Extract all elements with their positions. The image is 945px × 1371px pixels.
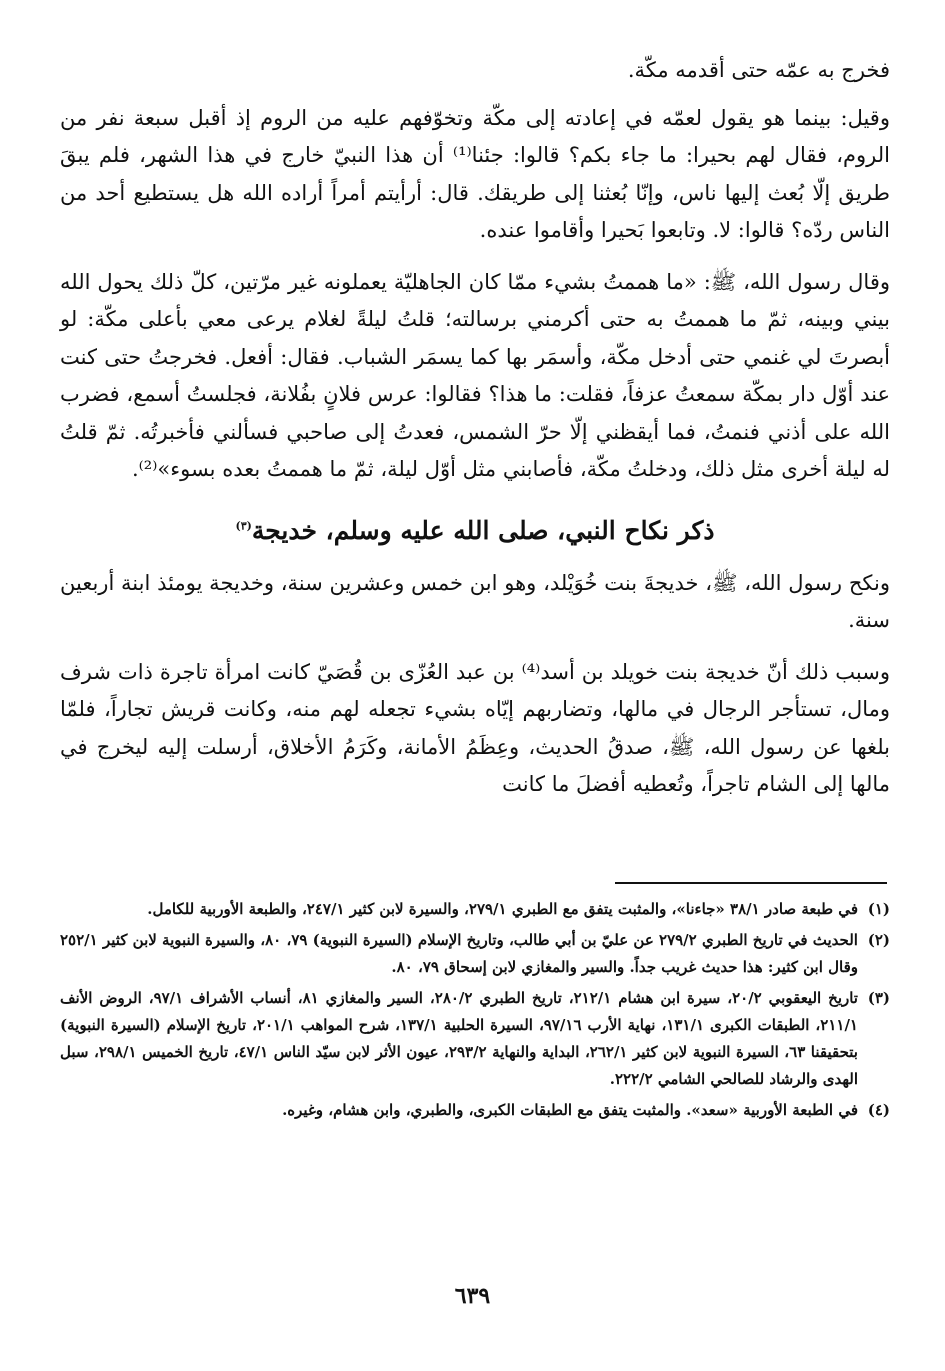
footnotes [60, 896, 890, 1128]
footnote-1 [60, 896, 890, 923]
footnote-text: في الطبعة الأوربية «سعد». والمثبت يتفق مع الطبقات الكبرى، والطبري، وابن هشام، وغيره. [282, 1101, 858, 1119]
paragraph-2: وقيل: بينما هو يقول لعمّه في إعادته إلى مكّة وتخوّفهم عليه من الروم إذ أقبل سبعة نفر من الروم، فقال لهم بحيرا: ما جاء بكم؟ قالوا: جئنا⁽¹⁾ أن هذا النبيّ خارج في هذا الشهر، فلم يبقَ طريق إلّا بُعث إليها ناس، وإنّا بُعثنا إلى طريقك. قال: أرأيتم أمراً أراده الله هل يستطيع أحد من الناس ردّه؟ قالوا: لا. وتابعوا بَحيرا وأقاموا عنده. [60, 105, 890, 242]
footnote-2 [60, 927, 890, 981]
heading-footnote-ref: (٣) [235, 519, 252, 533]
footnote-text: في طبعة صادر ٣٨/١ «جاءنا»، والمثبت يتفق مع الطبري ٢٧٩/١، والسيرة لابن كثير ٢٤٧/١، والطبعة الأوربية للكامل. [147, 900, 858, 918]
footnote-number: (١) [867, 900, 890, 918]
footnote-text: تاريخ اليعقوبي ٢٠/٢، سيرة ابن هشام ٢١٢/١، تاريخ الطبري ٢٨٠/٢، السير والمغازي ٨١، أنساب الأشراف ٩٧/١، الروض الأنف ٢١١/١، الطبقات الكبرى ١٣١/١، نهاية الأرب ٩٧/١٦، السيرة الحلبية ١٣٧/١، شرح المواهب ٢٠١/١، تاريخ الإسلام (السيرة النبوية) بتحقيقنا ٦٣، السيرة النبوية لابن كثير ٢٦٢/١، البداية والنهاية ٢٩٣/٢، عيون الأثر لابن سيّد الناس ٤٧/١، تاريخ الخميس ٢٩٨/١، سبل الهدى والرشاد للصالحي الشامي ٢٢٢/٢. [60, 989, 858, 1088]
footnote-number: (٢) [867, 931, 890, 949]
section-heading [60, 511, 890, 551]
paragraph-4: ونكح رسول الله، ﷺ، خديجةَ بنت خُوَيْلد، وهو ابن خمس وعشرين سنة، وخديجة يومئذ ابنة أربعين سنة. [60, 570, 890, 632]
paragraph-5: وسبب ذلك أنّ خديجة بنت خويلد بن أسد⁽⁴⁾ بن عبد العُزّى بن قُصَيّ كانت امرأة تاجرة ذات شرف ومال، تستأجر الرجال في مالها، وتضاربهم إيّاه بشيء تجعله لهم منه، وكانت قريش تجاراً، فلمّا بلغها عن رسول الله، ﷺ، صدقُ الحديث، وعِظَمُ الأمانة، وكَرَمُ الأخلاق، أرسلت إليه ليخرج في مالها إلى الشام تاجراً، وتُعطيه أفضلَ ما كانت [60, 659, 890, 796]
footnote-3 [60, 985, 890, 1093]
paragraph-3: وقال رسول الله، ﷺ: «ما هممتُ بشيء ممّا كان الجاهليّة يعملونه غير مرّتين، كلّ ذلك يحول الله بيني وبينه، ثمّ ما هممتُ به حتى أكرمني برسالته؛ قلتُ ليلةً لغلام يرعى معي بأعلى مكّة: لو أبصرتَ لي غنمي حتى أدخل مكّة، وأسمَر بها كما يسمَر الشباب. فقال: أفعل. فخرجتُ حتى كنت عند أوّل دار بمكّة سمعتُ عزفاً، فقلت: ما هذا؟ فقالوا: عرس فلانٍ بفُلانة، فجلستُ أسمع، فضرب الله على أذني فنمتُ، فما أيقظني إلّا حرّ الشمس، فعدتُ إلى صاحبي فسألني فأخبرتُه. ثمّ قلتُ له ليلة أخرى مثل ذلك، ودخلتُ مكّة، فأصابني مثل أوّل ليلة، ثمّ ما هممتُ بعده بسوء»⁽²⁾. [60, 269, 890, 481]
page-number: ٦٣٩ [454, 1283, 491, 1309]
footnote-text: الحديث في تاريخ الطبري ٢٧٩/٢ عن عليّ بن أبي طالب، وتاريخ الإسلام (السيرة النبوية) ٧٩، ٨٠، والسيرة النبوية لابن كثير ٢٥٢/١ وقال ابن كثير: هذا حديث غريب جداً. والسير والمغازي لابن إسحاق ٧٩، ٨٠. [60, 931, 858, 976]
footnote-4 [60, 1097, 890, 1124]
main-text [60, 52, 890, 818]
paragraph-1: فخرج به عمّه حتى أقدمه مكّة. [627, 58, 890, 82]
heading-text: ذكر نكاح النبي، صلى الله عليه وسلم، خديجة [251, 515, 715, 545]
footnote-number: (٣) [867, 989, 890, 1007]
footnote-separator [615, 882, 887, 884]
footnote-number: (٤) [867, 1101, 890, 1119]
